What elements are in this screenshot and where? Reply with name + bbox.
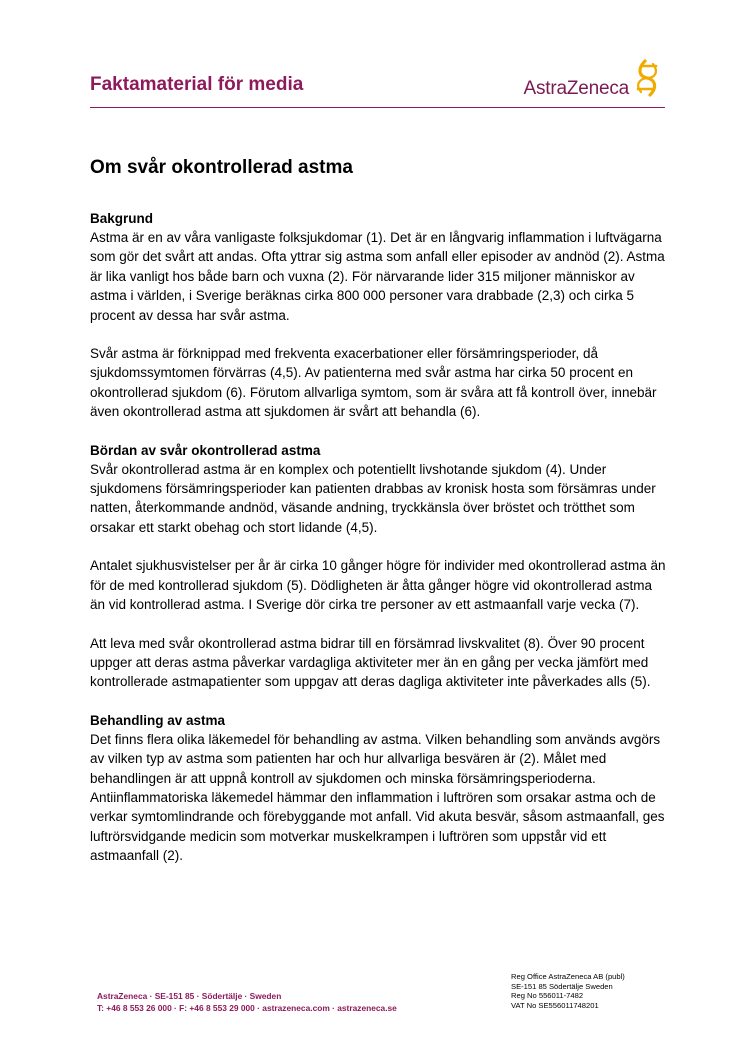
section-heading: Bördan av svår okontrollerad astma	[90, 442, 321, 458]
paragraph: Det finns flera olika läkemedel för behandling av astma. Vilken behandling som används avgörs av vilken typ av astma som patienten har och hur allvarliga besvären är (2). Målet med behandlingen är att uppnå kontroll av sjukdomen och minska försämringsperioderna. Antiinflammatoriska läkemedel hämmar den inflammation i luftrören som orsakar astma och de verkar symtomlindrande och förebyggande mot anfall. Vid akuta besvär, såsom astmaanfall, ges luftrörsvidgande medicin som motverkar muskelkrampen i luftrören som uppstår vid ett astmaanfall (2).	[90, 731, 665, 864]
paragraph: Antalet sjukhusvistelser per år är cirka 10 gånger högre för individer med okontrollerad astma än för de med kontrollerad sjukdom (5). Dödligheten är åtta gånger högre vid okontrollerad astma än vid kontrollerad astma. I Sverige dör cirka tre personer av ett astmaanfall varje vecka (7).	[90, 558, 666, 613]
footer-contact	[97, 991, 397, 1014]
section-bordan	[90, 441, 670, 692]
footer-reg-line: VAT No SE556011748201	[511, 1000, 599, 1010]
logo-text: AstraZeneca	[523, 78, 629, 99]
footer-reg-line: SE-151 85 Södertälje Sweden	[511, 981, 613, 991]
section-heading: Bakgrund	[90, 211, 154, 226]
paragraph: Astma är en av våra vanligaste folksjukdomar (1). Det är en långvarig inflammation i luftvägarna som gör det svårt att andas. Ofta yttrar sig astma som anfall eller episoder av andnöd (2). Astma är lika vanligt hos både barn och vuxna (2). För närvarande lider 315 miljoner människor av astma i världen, i Sverige beräknas cirka 800 000 personer vara drabbade (2,3) och cirka 5 procent av dessa har svår astma.	[90, 230, 665, 323]
astrazeneca-mark-icon	[629, 58, 665, 98]
footer-reg-line: Reg Office AstraZeneca AB (publ)	[511, 972, 625, 981]
footer-reg-line: Reg No 556011-7482	[511, 991, 584, 1001]
document-title: Om svår okontrollerad astma	[90, 157, 353, 178]
paragraph: Svår astma är förknippad med frekventa exacerbationer eller försämringsperioder, då sjukdomssymtomen förvärras (4,5). Av patienterna med svår astma har cirka 50 procent en okontrollerad sjukdom (6). Förutom allvarliga symtom, som är svåra att få kontroll över, innebär även okontrollerad astma att sjukdomen är svårt att behandla (6).	[90, 346, 657, 420]
paragraph: Att leva med svår okontrollerad astma bidrar till en försämrad livskvalitet (8). Över 90 procent uppger att deras astma påverkar vardagliga aktiviteter mer än en gång per vecka jämfört med kontrollerade astmapatienter som uppgav att deras dagliga aktiviteter inte påverkades alls (5).	[90, 635, 651, 690]
footer-phone-web: T: +46 8 553 26 000 · F: +46 8 553 29 000 · astrazeneca.com · astrazeneca.se	[97, 1002, 397, 1013]
section-bakgrund	[90, 209, 670, 422]
section-heading: Behandling av astma	[90, 712, 226, 728]
header-divider	[90, 107, 665, 108]
paragraph: Svår okontrollerad astma är en komplex och potentiellt livshotande sjukdom (4). Under sjukdomens försämringsperioder kan patienten drabbas av kronisk hosta som försämras under natten, återkommande andnöd, väsande andning, tryckkänsla över bröstet och trötthet som orsakar ett starkt obehag och stort lidande (4,5).	[90, 461, 656, 535]
document-body	[90, 156, 670, 885]
header-title: Faktamaterial för media	[90, 74, 304, 95]
astrazeneca-logo	[495, 58, 665, 102]
footer-address: AstraZeneca · SE-151 85 · Södertälje · Sweden	[97, 991, 282, 1001]
page-header	[90, 58, 665, 106]
footer-registration	[511, 972, 625, 1010]
section-behandling	[90, 711, 670, 866]
